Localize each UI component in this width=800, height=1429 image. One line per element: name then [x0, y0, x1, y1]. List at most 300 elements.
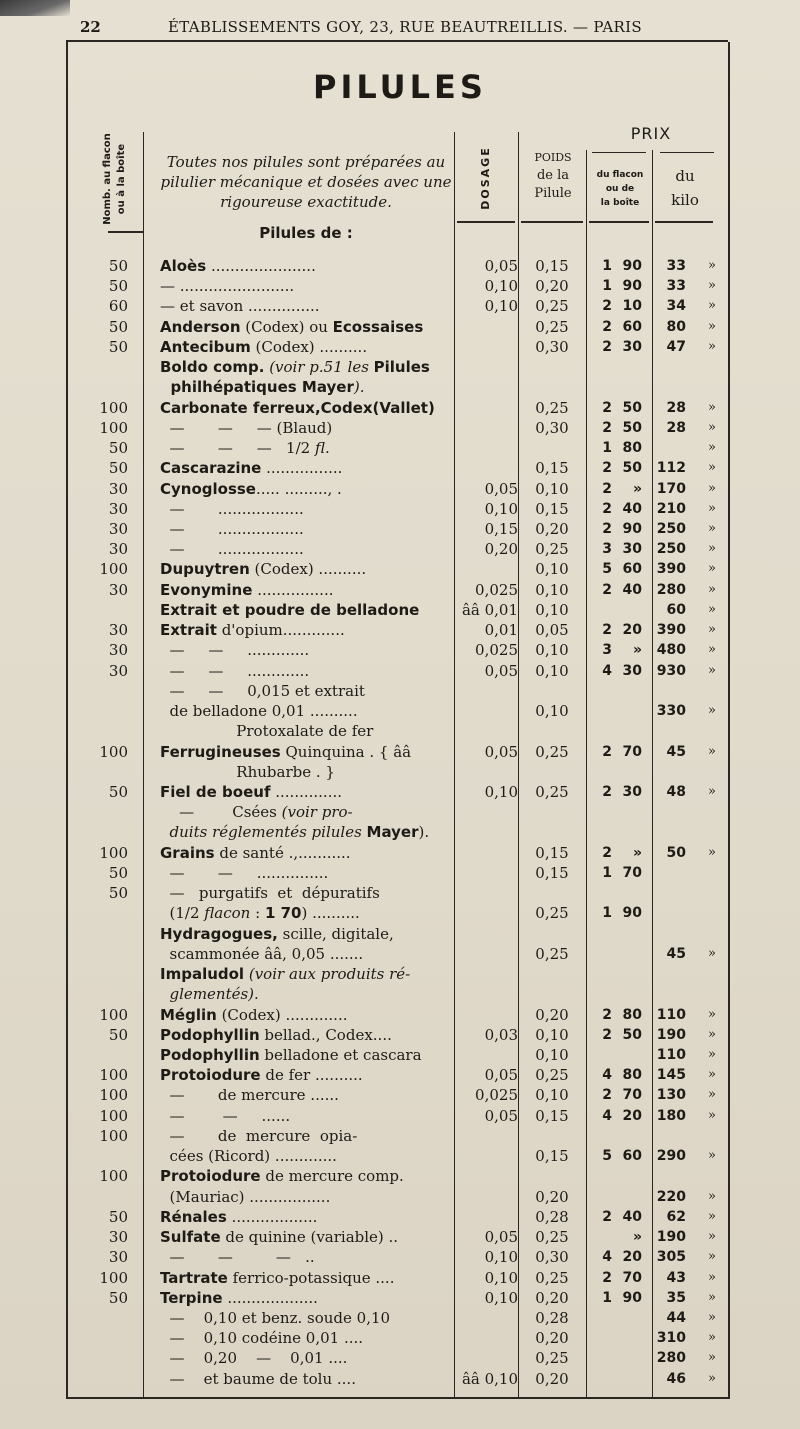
row-price-centimes: 30	[622, 784, 642, 800]
row-poids: 0,25	[535, 783, 569, 801]
row-count: 50	[108, 1289, 128, 1307]
row-count: 50	[108, 1026, 128, 1044]
product-name-segment: :	[250, 904, 265, 922]
row-poids: 0,15	[535, 1107, 569, 1125]
row-price-kilo: 33	[666, 278, 686, 294]
product-name-segment: — — .............	[160, 662, 310, 680]
product-name-segment: Podophyllin	[160, 1026, 260, 1044]
product-name-segment: de belladone 0,01 ..........	[160, 702, 358, 720]
product-name-segment: scammonée ââ, 0,05 .......	[160, 945, 364, 963]
row-price-kilo-unit: »	[708, 602, 716, 617]
product-name-segment: — — — ..	[160, 1248, 315, 1266]
row-product-name	[160, 337, 452, 357]
product-name-segment: — 0,10 et benz. soude 0,10	[160, 1309, 391, 1327]
row-price-centimes: »	[632, 1229, 642, 1245]
kilo-header-line1: du	[675, 167, 695, 185]
row-poids: 0,25	[535, 399, 569, 417]
row-price-centimes: 40	[622, 1209, 642, 1225]
product-name-segment: Hydragogues,	[160, 925, 278, 943]
product-name-segment: Aloès	[160, 257, 207, 275]
row-price-centimes: »	[632, 642, 642, 658]
product-name-segment: ferrico-potassique ....	[227, 1269, 395, 1287]
row-price-francs: 2	[602, 1027, 612, 1043]
product-name-segment: Carbonate ferreux,Codex(Vallet)	[160, 399, 435, 417]
row-count: 30	[108, 1228, 128, 1246]
row-dosage: 0,15	[484, 520, 518, 538]
row-count: 60	[108, 297, 128, 315]
product-name-segment: Podophyllin	[160, 1046, 260, 1064]
row-product-name	[160, 1005, 452, 1025]
row-price-kilo-unit: »	[708, 744, 716, 759]
row-price-kilo-unit: »	[708, 298, 716, 313]
row-price-francs: 2	[602, 521, 612, 537]
product-name-segment: — — 0,015 et extrait	[160, 682, 365, 700]
row-price-kilo: 130	[656, 1087, 686, 1103]
row-count: 100	[99, 743, 128, 761]
row-count: 50	[108, 459, 128, 477]
product-name-segment: (Codex) .............	[216, 1006, 348, 1024]
row-poids: 0,25	[535, 904, 569, 922]
row-price-kilo-unit: »	[708, 1270, 716, 1285]
row-poids: 0,20	[535, 277, 569, 295]
row-price-francs: 2	[602, 1209, 612, 1225]
intro-text: Toutes nos pilules sont préparées au pilulier mécanique et dosées avec une rigoureuse exactitude.	[160, 153, 452, 211]
row-poids: 0,10	[535, 662, 569, 680]
product-name-segment: ......................	[206, 257, 316, 275]
row-product-name	[160, 1045, 452, 1065]
row-product-name	[160, 559, 452, 579]
row-poids: 0,15	[535, 459, 569, 477]
row-product-name	[160, 661, 452, 681]
row-price-kilo-unit: »	[708, 501, 716, 516]
row-product-name	[160, 762, 452, 782]
row-price-francs: 2	[602, 339, 612, 355]
row-price-francs: 1	[602, 905, 612, 921]
row-dosage: ââ 0,10	[461, 1370, 518, 1388]
row-price-centimes: »	[632, 481, 642, 497]
row-price-francs: 4	[602, 1067, 612, 1083]
row-poids: 0,10	[535, 1046, 569, 1064]
row-poids: 0,10	[535, 1086, 569, 1104]
row-product-name	[160, 1268, 452, 1288]
row-price-kilo: 390	[656, 561, 686, 577]
row-price-centimes: 90	[622, 521, 642, 537]
row-price-francs: 2	[602, 400, 612, 416]
product-name-segment: fl.	[314, 439, 330, 457]
row-count: 30	[108, 480, 128, 498]
row-product-name	[160, 438, 452, 458]
product-name-segment: Dupuytren	[160, 560, 250, 578]
product-name-segment: — 0,10 codéine 0,01 ....	[160, 1329, 364, 1347]
row-product-name	[160, 1106, 452, 1126]
product-name-segment: philhépatiques Mayer	[160, 378, 354, 396]
product-name-segment: (voir aux produits ré-	[244, 965, 411, 983]
row-price-kilo: 62	[666, 1209, 686, 1225]
row-count: 100	[99, 1107, 128, 1125]
row-price-kilo: 28	[666, 400, 686, 416]
row-poids: 0,25	[535, 318, 569, 336]
row-product-name	[160, 782, 452, 802]
row-product-name	[160, 944, 452, 964]
row-price-centimes: 10	[622, 298, 642, 314]
row-price-centimes: 30	[622, 663, 642, 679]
row-poids: 0,25	[535, 540, 569, 558]
product-name-segment: de santé .,...........	[214, 844, 351, 862]
row-price-centimes: »	[632, 845, 642, 861]
product-name-segment: de mercure comp.	[260, 1167, 404, 1185]
row-price-kilo-unit: »	[708, 1027, 716, 1042]
product-name-segment: ...................	[222, 1289, 318, 1307]
column-rule-count	[143, 132, 144, 1397]
row-price-kilo: 930	[656, 663, 686, 679]
product-name-segment: Ecossaises	[332, 318, 424, 336]
row-dosage: 0,20	[484, 540, 518, 558]
product-name-segment: ..... ........., .	[255, 480, 342, 498]
row-dosage: 0,10	[484, 1269, 518, 1287]
row-price-francs: 1	[602, 278, 612, 294]
prix-brace-right	[660, 152, 714, 153]
product-name-segment: — ........................	[160, 277, 295, 295]
row-product-name	[160, 1085, 452, 1105]
flacon-header-line3: la boîte	[600, 198, 640, 208]
product-name-segment: scille, digitale,	[277, 925, 394, 943]
row-product-name	[160, 580, 452, 600]
product-name-segment: Pilules	[373, 358, 430, 376]
product-name-segment: Rhubarbe . }	[160, 763, 335, 781]
product-name-segment: Evonymine	[160, 581, 253, 599]
product-name-segment: (voir p.51	[264, 358, 348, 376]
product-name-segment: ................	[252, 581, 334, 599]
row-dosage: 0,05	[484, 257, 518, 275]
product-name-segment: (voir pro-	[281, 803, 353, 821]
row-price-centimes: 90	[622, 258, 642, 274]
row-dosage: 0,05	[484, 480, 518, 498]
row-price-kilo: 110	[656, 1007, 686, 1023]
poids-header-line3: Pilule	[534, 186, 572, 201]
row-count: 30	[108, 662, 128, 680]
row-dosage: 0,05	[484, 743, 518, 761]
row-count: 30	[108, 621, 128, 639]
product-name-segment: ).	[418, 823, 430, 841]
row-dosage: 0,05	[484, 662, 518, 680]
row-price-francs: 5	[602, 561, 612, 577]
product-name-segment: ).	[353, 378, 365, 396]
row-price-kilo: 280	[656, 1350, 686, 1366]
row-price-kilo-unit: »	[708, 1148, 716, 1163]
page-title: PILULES	[313, 68, 487, 106]
row-price-kilo: 250	[656, 541, 686, 557]
product-name-segment: Extrait	[160, 621, 217, 639]
row-count: 50	[108, 257, 128, 275]
row-price-centimes: 20	[622, 622, 642, 638]
row-count: 30	[108, 520, 128, 538]
row-dosage: 0,025	[475, 581, 518, 599]
header-rule-dosage	[457, 221, 515, 223]
row-price-kilo-unit: »	[708, 1087, 716, 1102]
row-product-name	[160, 377, 452, 397]
row-product-name	[160, 1187, 452, 1207]
row-price-kilo: 80	[666, 319, 686, 335]
row-product-name	[160, 276, 452, 296]
row-count: 100	[99, 1269, 128, 1287]
row-poids: 0,30	[535, 1248, 569, 1266]
row-poids: 0,10	[535, 601, 569, 619]
product-name-segment: Méglin	[160, 1006, 217, 1024]
prix-brace-left	[592, 152, 646, 153]
header-rule-poids	[521, 221, 583, 223]
count-column-header-line1: Nomb. au flacon	[102, 133, 113, 225]
row-price-centimes: 40	[622, 582, 642, 598]
header-rule-kilo	[655, 221, 713, 223]
row-price-kilo: 170	[656, 481, 686, 497]
row-price-kilo: 210	[656, 501, 686, 517]
row-count: 50	[108, 864, 128, 882]
column-rule-flacon	[652, 150, 653, 1397]
row-price-centimes: 50	[622, 1027, 642, 1043]
product-name-segment: Tartrate	[160, 1269, 228, 1287]
row-price-francs: 2	[602, 1087, 612, 1103]
row-price-francs: 1	[602, 440, 612, 456]
product-name-segment: ) ..........	[301, 904, 360, 922]
row-count: 30	[108, 641, 128, 659]
row-price-kilo-unit: »	[708, 1249, 716, 1264]
row-price-centimes: 70	[622, 1087, 642, 1103]
row-product-name	[160, 1227, 452, 1247]
row-price-francs: 2	[602, 1007, 612, 1023]
row-product-name	[160, 843, 452, 863]
row-price-francs: 2	[602, 622, 612, 638]
product-name-segment: belladone et cascara	[259, 1046, 422, 1064]
row-poids: 0,15	[535, 844, 569, 862]
row-price-kilo-unit: »	[708, 622, 716, 637]
row-poids: 0,15	[535, 500, 569, 518]
row-price-francs: 3	[602, 541, 612, 557]
row-price-kilo: 60	[666, 602, 686, 618]
row-price-kilo: 480	[656, 642, 686, 658]
product-name-segment: duits réglementés pilules	[160, 823, 367, 841]
row-price-centimes: 80	[622, 1007, 642, 1023]
row-price-kilo-unit: »	[708, 278, 716, 293]
row-product-name	[160, 1369, 452, 1389]
row-price-kilo: 35	[666, 1290, 686, 1306]
row-poids: 0,25	[535, 743, 569, 761]
row-price-francs: 2	[602, 460, 612, 476]
product-name-segment: Sulfate	[160, 1228, 221, 1246]
row-dosage: 0,10	[484, 783, 518, 801]
running-title: ÉTABLISSEMENTS GOY, 23, RUE BEAUTREILLIS. — PARIS	[168, 18, 642, 36]
row-price-francs: 2	[602, 298, 612, 314]
row-price-francs: 2	[602, 420, 612, 436]
row-price-centimes: 90	[622, 278, 642, 294]
row-price-kilo-unit: »	[708, 1290, 716, 1305]
product-name-segment: Boldo comp.	[160, 358, 265, 376]
row-price-kilo: 112	[656, 460, 686, 476]
row-price-kilo: 330	[656, 703, 686, 719]
product-name-segment: — — ......	[160, 1107, 291, 1125]
row-price-kilo: 190	[656, 1229, 686, 1245]
row-poids: 0,28	[535, 1208, 569, 1226]
row-price-kilo-unit: »	[708, 1350, 716, 1365]
product-name-segment: — Csées	[160, 803, 282, 821]
row-dosage: 0,10	[484, 277, 518, 295]
product-name-segment: Fiel de boeuf	[160, 783, 271, 801]
row-poids: 0,20	[535, 1006, 569, 1024]
row-count: 100	[99, 560, 128, 578]
row-price-kilo-unit: »	[708, 420, 716, 435]
row-dosage: 0,10	[484, 1248, 518, 1266]
row-price-kilo: 50	[666, 845, 686, 861]
row-price-francs: 4	[602, 1108, 612, 1124]
row-price-kilo-unit: »	[708, 845, 716, 860]
row-product-name	[160, 984, 452, 1004]
row-poids: 0,10	[535, 641, 569, 659]
row-price-kilo: 34	[666, 298, 686, 314]
row-price-kilo-unit: »	[708, 481, 716, 496]
row-price-kilo-unit: »	[708, 784, 716, 799]
row-price-francs: 3	[602, 642, 612, 658]
row-price-centimes: 20	[622, 1249, 642, 1265]
product-name-segment: Quinquina . { ââ	[280, 743, 412, 761]
row-price-kilo: 33	[666, 258, 686, 274]
row-price-centimes: 70	[622, 1270, 642, 1286]
product-name-segment: Protoiodure	[160, 1066, 261, 1084]
row-product-name	[160, 519, 452, 539]
row-price-kilo-unit: »	[708, 1007, 716, 1022]
product-name-segment: bellad., Codex....	[259, 1026, 392, 1044]
prix-header: PRIX	[630, 124, 672, 143]
row-poids: 0,30	[535, 338, 569, 356]
row-poids: 0,05	[535, 621, 569, 639]
product-name-segment: — de mercure ......	[160, 1086, 339, 1104]
row-product-name	[160, 924, 452, 944]
row-price-francs: 2	[602, 481, 612, 497]
row-poids: 0,25	[535, 945, 569, 963]
row-product-name	[160, 701, 452, 721]
row-product-name	[160, 600, 452, 620]
row-price-kilo: 45	[666, 946, 686, 962]
row-dosage: 0,025	[475, 641, 518, 659]
row-product-name	[160, 458, 452, 478]
row-price-kilo-unit: »	[708, 400, 716, 415]
row-count: 50	[108, 338, 128, 356]
product-name-segment: de fer ..........	[260, 1066, 363, 1084]
row-price-kilo: 43	[666, 1270, 686, 1286]
row-price-kilo: 48	[666, 784, 686, 800]
product-name-segment: — et savon ...............	[160, 297, 320, 315]
row-price-kilo-unit: »	[708, 703, 716, 718]
row-price-centimes: 50	[622, 400, 642, 416]
product-name-segment: (Codex) ..........	[250, 338, 368, 356]
product-name-segment: (1/2	[160, 904, 205, 922]
row-price-centimes: 70	[622, 865, 642, 881]
row-price-kilo: 110	[656, 1047, 686, 1063]
row-price-centimes: 40	[622, 501, 642, 517]
row-poids: 0,25	[535, 1349, 569, 1367]
row-dosage: 0,01	[484, 621, 518, 639]
row-price-kilo-unit: »	[708, 1330, 716, 1345]
row-count: 50	[108, 439, 128, 457]
product-name-segment: Terpine	[160, 1289, 223, 1307]
row-price-kilo: 220	[656, 1189, 686, 1205]
row-price-kilo-unit: »	[708, 582, 716, 597]
row-product-name	[160, 1348, 452, 1368]
row-price-kilo: 390	[656, 622, 686, 638]
row-price-centimes: 80	[622, 1067, 642, 1083]
row-price-francs: 4	[602, 1249, 612, 1265]
product-name-segment: Protoxalate de fer	[160, 722, 374, 740]
row-price-kilo: 310	[656, 1330, 686, 1346]
row-count: 50	[108, 884, 128, 902]
header-rule-flacon	[589, 221, 649, 223]
row-price-kilo: 280	[656, 582, 686, 598]
row-price-francs: 2	[602, 582, 612, 598]
row-price-centimes: 20	[622, 1108, 642, 1124]
row-product-name	[160, 357, 452, 377]
row-count: 30	[108, 540, 128, 558]
column-rule-name	[454, 132, 455, 1397]
product-name-segment: 1 70	[264, 904, 302, 922]
row-price-kilo: 180	[656, 1108, 686, 1124]
row-price-kilo: 145	[656, 1067, 686, 1083]
row-price-kilo-unit: »	[708, 440, 716, 455]
product-name-segment: — ..................	[160, 500, 304, 518]
row-product-name	[160, 1166, 452, 1186]
row-product-name	[160, 721, 452, 741]
row-dosage: 0,10	[484, 500, 518, 518]
row-poids: 0,30	[535, 419, 569, 437]
product-name-segment: — — .............	[160, 641, 310, 659]
product-name-segment: — — ...............	[160, 864, 329, 882]
row-poids: 0,25	[535, 297, 569, 315]
page-number: 22	[80, 18, 101, 36]
row-price-kilo-unit: »	[708, 319, 716, 334]
row-poids: 0,10	[535, 560, 569, 578]
row-price-centimes: 50	[622, 420, 642, 436]
running-header	[0, 14, 800, 40]
product-name-segment: Anderson	[160, 318, 241, 336]
row-product-name	[160, 681, 452, 701]
section-subheading: Pilules de :	[259, 224, 353, 242]
row-poids: 0,20	[535, 1188, 569, 1206]
row-product-name	[160, 539, 452, 559]
row-count: 100	[99, 1006, 128, 1024]
row-price-centimes: 50	[622, 460, 642, 476]
row-dosage: 0,03	[484, 1026, 518, 1044]
product-name-segment: ..................	[226, 1208, 318, 1226]
row-price-francs: 1	[602, 865, 612, 881]
row-price-francs: 5	[602, 1148, 612, 1164]
product-name-segment: Antecibum	[160, 338, 251, 356]
row-product-name	[160, 1247, 452, 1267]
row-product-name	[160, 317, 452, 337]
product-name-segment: Mayer	[366, 823, 419, 841]
row-poids: 0,25	[535, 1066, 569, 1084]
kilo-header-line2: kilo	[671, 191, 699, 209]
row-price-kilo-unit: »	[708, 1189, 716, 1204]
row-count: 100	[99, 1167, 128, 1185]
row-price-centimes: 70	[622, 744, 642, 760]
row-count: 100	[99, 399, 128, 417]
row-product-name	[160, 1065, 452, 1085]
row-product-name	[160, 742, 452, 762]
row-poids: 0,10	[535, 581, 569, 599]
poids-header-line2: de la	[536, 168, 570, 183]
row-price-francs: 1	[602, 258, 612, 274]
row-poids: 0,25	[535, 1269, 569, 1287]
row-price-kilo-unit: »	[708, 258, 716, 273]
row-price-centimes: 60	[622, 319, 642, 335]
row-product-name	[160, 1146, 452, 1166]
